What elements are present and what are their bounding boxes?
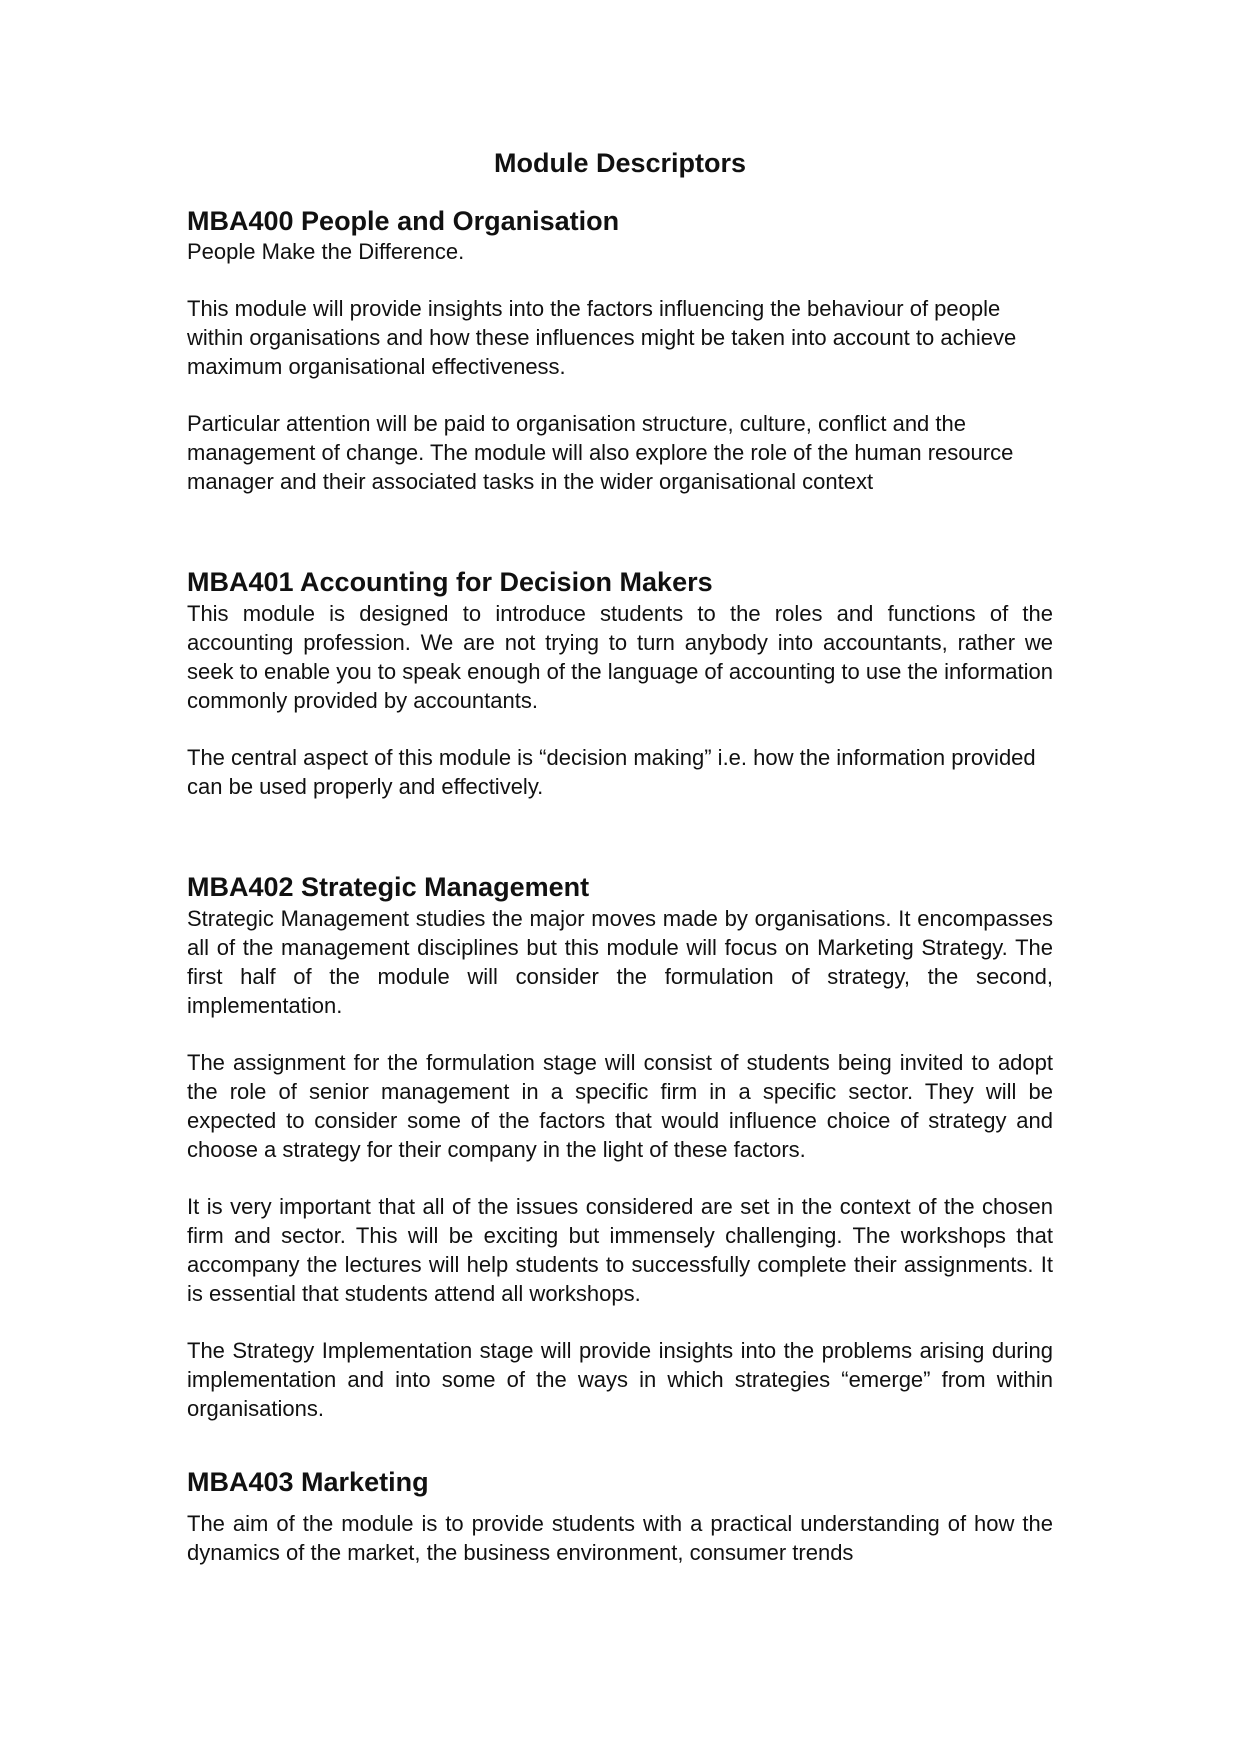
section-spacer bbox=[187, 829, 1053, 870]
module-heading-mba402: MBA402 Strategic Management bbox=[187, 872, 590, 902]
module-heading-mba401: MBA401 Accounting for Decision Makers bbox=[187, 567, 713, 597]
module-mba403-paragraph-1: The aim of the module is to provide students with a practical understanding of how the dynamics of the market, the business environment, consumer trends bbox=[187, 1511, 1053, 1565]
module-mba401 bbox=[187, 565, 1053, 801]
module-mba402-paragraph-2: The assignment for the formulation stage will consist of students being invited to adopt the role of senior management in a specific firm in a specific sector. They will be expected to consider some of the factors that would influence choice of strategy and choose a strategy for their company in the light of these factors. bbox=[187, 1050, 1053, 1162]
module-mba401-paragraph-1: This module is designed to introduce students to the roles and functions of the accounting profession. We are not trying to turn anybody into accountants, rather we seek to enable you to speak enough of the language of accounting to use the information commonly provided by accountants. bbox=[187, 601, 1053, 713]
module-mba403 bbox=[187, 1465, 1053, 1567]
module-mba400-paragraph-1: This module will provide insights into the factors influencing the behaviour of people within organisations and how these influences might be taken into account to achieve maximum organisational effectiveness. bbox=[187, 296, 1017, 379]
module-mba400 bbox=[187, 204, 1053, 496]
page-title: Module Descriptors bbox=[493, 148, 747, 178]
module-mba402 bbox=[187, 870, 1053, 1423]
section-spacer bbox=[187, 524, 1053, 565]
module-heading-mba400: MBA400 People and Organisation bbox=[187, 206, 620, 236]
section-spacer bbox=[187, 1451, 1053, 1465]
module-heading-mba403: MBA403 Marketing bbox=[187, 1467, 429, 1497]
document-content bbox=[187, 146, 1053, 1595]
module-subtitle-mba400: People Make the Difference. bbox=[187, 239, 465, 264]
module-mba401-paragraph-2: The central aspect of this module is “decision making” i.e. how the information provided can be used properly and effectively. bbox=[187, 745, 1036, 799]
module-mba402-paragraph-3: It is very important that all of the issues considered are set in the context of the chosen firm and sector. This will be exciting but immensely challenging. The workshops that accompany the lectures will help students to successfully complete their assignments. It is essential that students attend all workshops. bbox=[187, 1194, 1053, 1306]
module-mba402-paragraph-4: The Strategy Implementation stage will provide insights into the problems arising during implementation and into some of the ways in which strategies “emerge” from within organisations. bbox=[187, 1338, 1053, 1421]
module-mba402-paragraph-1: Strategic Management studies the major moves made by organisations. It encompasses all of the management disciplines but this module will focus on Marketing Strategy. The first half of the module will consider the formulation of strategy, the second, implementation. bbox=[187, 906, 1053, 1018]
module-mba400-paragraph-2: Particular attention will be paid to organisation structure, culture, conflict and the management of change. The module will also explore the role of the human resource manager and their associated tasks in the wider organisational context bbox=[187, 411, 1014, 494]
